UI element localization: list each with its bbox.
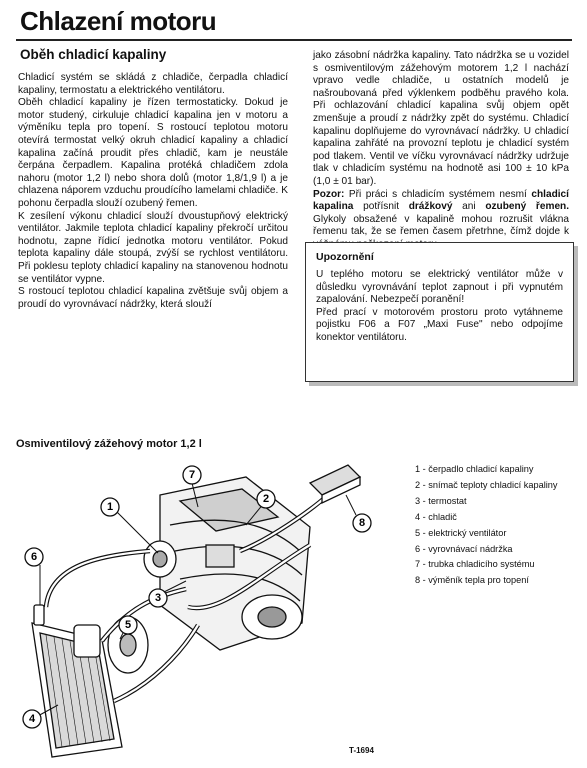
title-rule (16, 39, 572, 41)
callout-3 (149, 589, 167, 607)
legend-item: 4 - chladič (415, 511, 457, 522)
legend-item: 2 - snímač teploty chladicí kapaliny (415, 479, 558, 490)
figure-code: T-1694 (349, 746, 374, 755)
engine-cooling-diagram (10, 455, 382, 758)
heater-core-illustration (310, 465, 360, 503)
warning-body (316, 269, 563, 345)
paragraph: U teplého motoru se elektrický ventilátor může v důsledku vyrovnávání teplot zapnout i při vypnutém zapalování. Nebezpečí poranění! (316, 269, 563, 306)
svg-text:3: 3 (154, 592, 162, 604)
figure-legend (415, 462, 580, 589)
callout-1 (101, 498, 119, 516)
expansion-tank-illustration (74, 625, 100, 657)
callout-4 (23, 710, 41, 728)
svg-text:6: 6 (30, 551, 38, 563)
legend-item: 7 - trubka chladicího systému (415, 559, 535, 570)
callout-7 (183, 466, 201, 484)
legend-item: 3 - termostat (415, 495, 467, 506)
legend-item: 1 - čerpadlo chladicí kapaliny (415, 464, 534, 474)
callout-5 (119, 616, 137, 634)
legend-item: 6 - vyrovnávací nádržka (415, 543, 513, 554)
figure-title: Osmiventilový zážehový motor 1,2 l (16, 438, 202, 450)
svg-text:2: 2 (262, 493, 270, 505)
callout-6 (25, 548, 43, 566)
page-title: Chlazení motoru (20, 6, 217, 36)
paragraph: Oběh chladicí kapaliny je řízen termostaticky. Dokud je motor studený, cirkuluje chladicí kapalina jen v motoru a výměníku tepla pro topení. S rostoucí teplotou motoru otevírá termostat velký okruh chladicí kapaliny a chladicí kapalina začíná proudit přes chladič, kam je neustále čerpána čerpadlem. Kapalina protéká chladičem zdola nahoru (motor 1,2 l) nebo shora dolů (motor 1,8/1,9 l) a je chlazena náporem vzduchu proudícího lamelami chladiče. K pohonu čerpadla slouží ozubený řemen. (18, 97, 288, 209)
warning-box (305, 242, 574, 382)
section-title: Oběh chladicí kapaliny (20, 47, 167, 62)
left-column (18, 72, 288, 311)
paragraph: jako zásobní nádržka kapaliny. Tato nádržka se u vozidel s osmiventilovým zážehovým motorem 1,2 l nachází vpravo vedle chladiče, u ostatních modelů je našroubovaná před výklenkem podběhu pravého kola. Při ochlazování chladicí kapalina svůj objem opět zmenšuje a proudí z nádržky zpět do systému. Chladicí kapalinu doplňujeme do vyrovnávací nádržky. U chladicí kapalina zahřáté na provozní teplotu je chladicí systém pod tlakem. Ventil ve víčku vyrovnávací nádržky udržuje tlak v chladicím systému na hodnotě asi 100 ± 10 kPa (1,0 ± 01 bar). (313, 50, 569, 187)
paragraph: K zesílení výkonu chladicí slouží dvoustupňový elektrický ventilátor. Jakmile teplota chladicí kapaliny překročí určitou hodnotu, zapne řídicí jednotka motoru ventilátor. Pokud teplota kapaliny dále stoupá, zvýší se rychlost ventilátoru. Při poklesu teploty chladicí kapaliny na stanovenou hodnotu se ventilátor vypne. (18, 210, 288, 285)
pozor-label: Pozor: (313, 188, 345, 200)
right-column (313, 50, 569, 252)
paragraph: Chladicí systém se skládá z chladiče, čerpadla chladicí kapaliny, termostatu a elektrického ventilátoru. (18, 72, 288, 96)
paragraph: Před prací v motorovém prostoru proto vytáhneme pojistku F06 a F07 „Maxi Fuse" nebo odpojíme konektor ventilátoru. (316, 306, 563, 343)
svg-text:4: 4 (28, 713, 36, 725)
callout-2 (257, 490, 275, 508)
legend-item: 8 - výměník tepla pro topení (415, 575, 529, 586)
svg-text:7: 7 (188, 469, 196, 481)
warning-title: Upozornění (316, 251, 374, 263)
pozor-paragraph: Pozor: Při práci s chladicím systémem nesmí chladicí kapalina potřísnit drážkový ani ozubený řemen. Glykoly obsažené v kapalině mohou rozrušit vlákna řemenu tak, že se řemen časem přetrhne, čímž dojde k (313, 188, 570, 238)
svg-text:5: 5 (124, 619, 132, 631)
svg-text:8: 8 (358, 517, 366, 529)
paragraph: S rostoucí teplotou chladicí kapalina zvětšuje svůj objem a proudí do vyrovnávací nádržky, která slouží (18, 286, 288, 310)
legend-item: 5 - elektrický ventilátor (415, 527, 507, 538)
callout-8 (353, 514, 371, 532)
svg-text:1: 1 (106, 501, 114, 513)
